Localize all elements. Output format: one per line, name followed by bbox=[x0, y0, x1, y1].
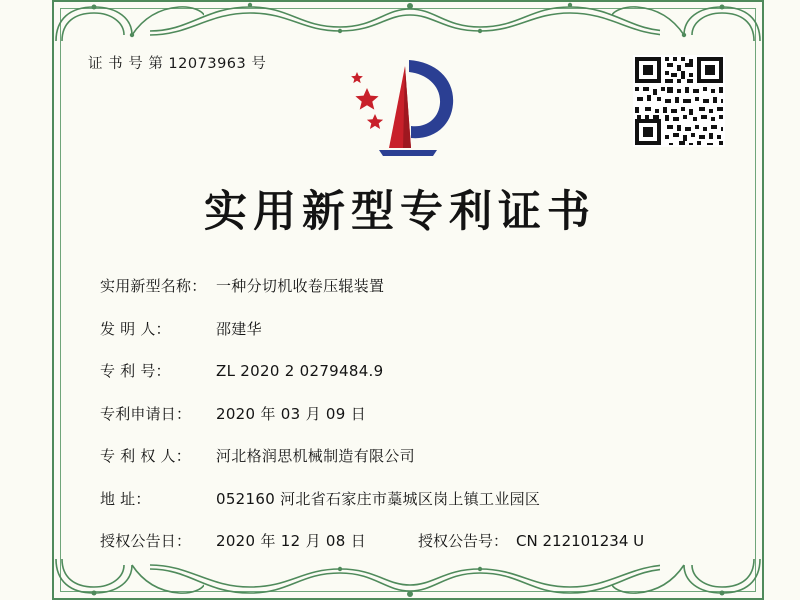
field-row-inventor bbox=[100, 318, 730, 339]
field-label: 地 址： bbox=[100, 489, 151, 508]
field-row-utility-model-name bbox=[100, 275, 730, 296]
corner-ornament-top-left bbox=[54, 1, 204, 43]
field-label: 发 明 人： bbox=[100, 319, 171, 338]
corner-ornament-top-right bbox=[612, 1, 762, 43]
qr-code-icon bbox=[633, 55, 725, 147]
field-label-grant-number: 授权公告号： bbox=[418, 532, 509, 550]
field-row-grant-announcement bbox=[100, 530, 730, 551]
field-value: 052160 河北省石家庄市藁城区岗上镇工业园区 bbox=[216, 489, 541, 508]
page-title: 实用新型专利证书 bbox=[204, 187, 596, 237]
field-value: 一种分切机收卷压辊装置 bbox=[216, 277, 385, 295]
field-value: 河北格润思机械制造有限公司 bbox=[216, 447, 415, 465]
field-label-grant-date: 授权公告日： bbox=[100, 532, 192, 550]
certificate-number: 证 书 号 第 12073963 号 bbox=[88, 56, 267, 72]
field-label: 实用新型名称： bbox=[100, 277, 207, 295]
field-value: ZL 2020 2 0279484.9 bbox=[216, 362, 384, 380]
field-row-patent-number bbox=[100, 360, 730, 381]
field-label: 专 利 权 人： bbox=[100, 447, 191, 465]
field-row-application-date bbox=[100, 403, 730, 424]
field-value-grant-number: CN 212101234 U bbox=[516, 532, 645, 550]
field-row-address bbox=[100, 488, 730, 509]
cnipa-logo-icon bbox=[345, 52, 465, 162]
field-label: 专 利 号： bbox=[100, 362, 171, 380]
certificate-fields bbox=[100, 275, 730, 573]
field-row-patentee bbox=[100, 445, 730, 466]
field-label: 专利申请日： bbox=[100, 404, 192, 423]
field-value: 邵建华 bbox=[216, 319, 262, 338]
field-value: 2020 年 03 月 09 日 bbox=[216, 404, 366, 423]
field-value-grant-date: 2020 年 12 月 08 日 bbox=[216, 532, 366, 550]
top-scroll-ornament bbox=[150, 1, 660, 37]
